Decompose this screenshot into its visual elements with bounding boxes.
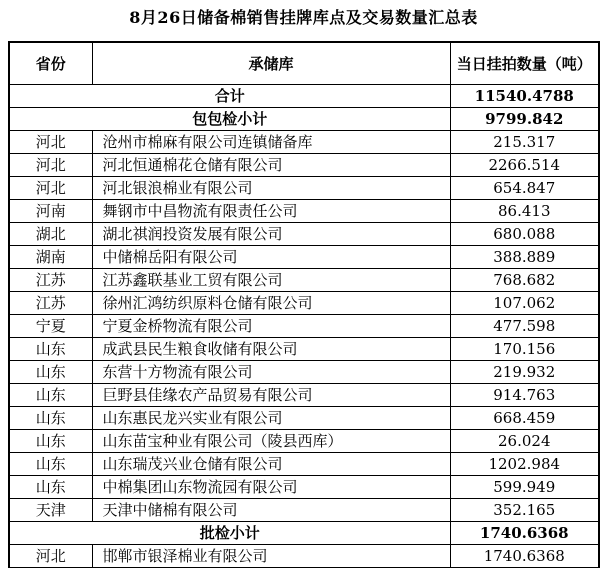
subtotal-label-cell: 批检小计 [9, 522, 450, 545]
data-row [9, 200, 599, 223]
quantity-cell: 2266.514 [450, 154, 599, 177]
data-row [9, 499, 599, 522]
data-row [9, 223, 599, 246]
quantity-cell: 668.459 [450, 407, 599, 430]
quantity-cell: 107.062 [450, 292, 599, 315]
data-row [9, 131, 599, 154]
quantity-cell: 477.598 [450, 315, 599, 338]
data-row [9, 361, 599, 384]
quantity-cell: 388.889 [450, 246, 599, 269]
quantity-cell: 170.156 [450, 338, 599, 361]
quantity-cell: 599.949 [450, 476, 599, 499]
data-row [9, 292, 599, 315]
province-cell: 河北 [9, 177, 92, 200]
quantity-cell: 352.165 [450, 499, 599, 522]
subtotal-label-cell: 包包检小计 [9, 108, 450, 131]
province-cell: 河北 [9, 545, 92, 568]
total-row [9, 85, 599, 108]
quantity-cell: 26.024 [450, 430, 599, 453]
warehouse-cell: 舞钢市中昌物流有限责任公司 [92, 200, 450, 223]
subtotal-row [9, 522, 599, 545]
warehouse-cell: 天津中储棉有限公司 [92, 499, 450, 522]
warehouse-cell: 巨野县佳缘农产品贸易有限公司 [92, 384, 450, 407]
warehouse-cell: 江苏鑫联基业工贸有限公司 [92, 269, 450, 292]
data-row [9, 545, 599, 568]
total-value-cell: 11540.4788 [450, 85, 599, 108]
province-cell: 河南 [9, 200, 92, 223]
warehouse-cell: 河北银浪棉业有限公司 [92, 177, 450, 200]
subtotal-value-cell: 1740.6368 [450, 522, 599, 545]
quantity-cell: 215.317 [450, 131, 599, 154]
warehouse-cell: 山东惠民龙兴实业有限公司 [92, 407, 450, 430]
quantity-cell: 1740.6368 [450, 545, 599, 568]
data-row [9, 407, 599, 430]
warehouse-cell: 山东瑞茂兴业仓储有限公司 [92, 453, 450, 476]
province-cell: 江苏 [9, 292, 92, 315]
column-header-quantity: 当日挂拍数量（吨） [450, 42, 599, 85]
warehouse-cell: 邯郸市银泽棉业有限公司 [92, 545, 450, 568]
warehouse-cell: 河北恒通棉花仓储有限公司 [92, 154, 450, 177]
province-cell: 山东 [9, 430, 92, 453]
warehouse-cell: 徐州汇鸿纺织原料仓储有限公司 [92, 292, 450, 315]
quantity-cell: 86.413 [450, 200, 599, 223]
summary-table [8, 41, 600, 568]
quantity-cell: 768.682 [450, 269, 599, 292]
quantity-cell: 1202.984 [450, 453, 599, 476]
data-row [9, 476, 599, 499]
quantity-cell: 654.847 [450, 177, 599, 200]
subtotal-value-cell: 9799.842 [450, 108, 599, 131]
province-cell: 湖北 [9, 223, 92, 246]
province-cell: 江苏 [9, 269, 92, 292]
province-cell: 河北 [9, 131, 92, 154]
header-row [9, 42, 599, 85]
quantity-cell: 680.088 [450, 223, 599, 246]
data-row [9, 338, 599, 361]
quantity-cell: 219.932 [450, 361, 599, 384]
province-cell: 山东 [9, 384, 92, 407]
warehouse-cell: 东营十方物流有限公司 [92, 361, 450, 384]
warehouse-cell: 山东苗宝种业有限公司（陵县西库） [92, 430, 450, 453]
warehouse-cell: 沧州市棉麻有限公司连镇储备库 [92, 131, 450, 154]
warehouse-cell: 湖北祺润投资发展有限公司 [92, 223, 450, 246]
province-cell: 山东 [9, 476, 92, 499]
data-row [9, 453, 599, 476]
province-cell: 湖南 [9, 246, 92, 269]
table-header [9, 42, 599, 85]
data-row [9, 315, 599, 338]
subtotal-row [9, 108, 599, 131]
data-row [9, 384, 599, 407]
data-row [9, 154, 599, 177]
column-header-province: 省份 [9, 42, 92, 85]
data-row [9, 430, 599, 453]
province-cell: 山东 [9, 453, 92, 476]
table-body [9, 85, 599, 568]
data-row [9, 177, 599, 200]
data-row [9, 269, 599, 292]
data-row [9, 246, 599, 269]
province-cell: 山东 [9, 361, 92, 384]
page-title: 8月26日储备棉销售挂牌库点及交易数量汇总表 [129, 8, 478, 27]
province-cell: 山东 [9, 407, 92, 430]
warehouse-cell: 成武县民生粮食收储有限公司 [92, 338, 450, 361]
warehouse-cell: 中储棉岳阳有限公司 [92, 246, 450, 269]
warehouse-cell: 中棉集团山东物流园有限公司 [92, 476, 450, 499]
warehouse-cell: 宁夏金桥物流有限公司 [92, 315, 450, 338]
province-cell: 河北 [9, 154, 92, 177]
column-header-warehouse: 承储库 [92, 42, 450, 85]
province-cell: 天津 [9, 499, 92, 522]
quantity-cell: 914.763 [450, 384, 599, 407]
total-label-cell: 合计 [9, 85, 450, 108]
province-cell: 山东 [9, 338, 92, 361]
province-cell: 宁夏 [9, 315, 92, 338]
